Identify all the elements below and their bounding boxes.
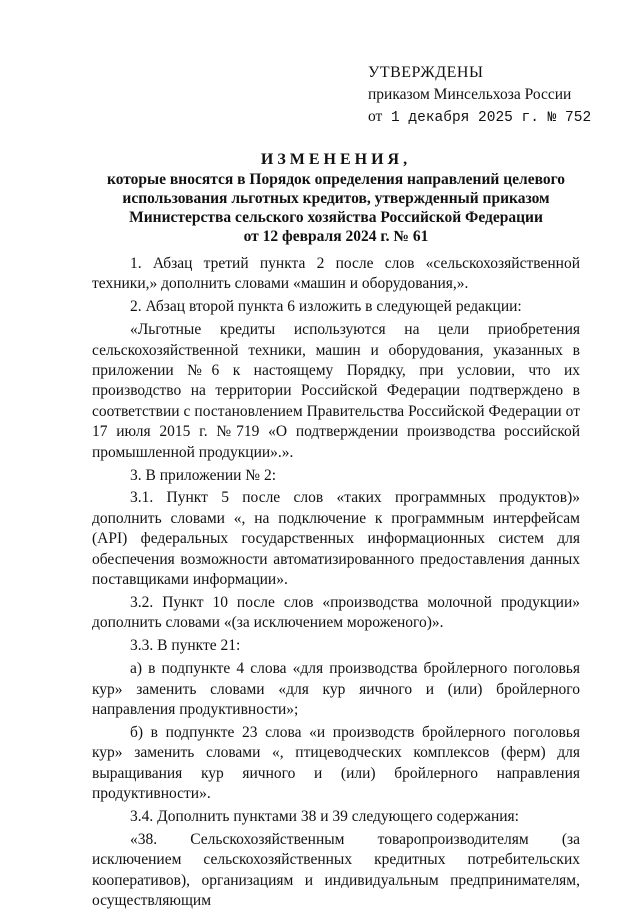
heading-line-1: которые вносятся в Порядок определения направлений целевого xyxy=(106,171,565,188)
heading-line-2: использования льготных кредитов, утвержденный приказом xyxy=(122,190,550,207)
paragraph-4: 3. В приложении № 2: xyxy=(130,466,277,484)
paragraph-2: 2. Абзац второй пункта 6 изложить в следующей редакции: xyxy=(130,298,522,316)
paragraph-8: а) в подпункте 4 слова «для производства бройлерного поголовья кур» заменить словами «для кур яичного и (или) бройлерного направления продуктивности»; xyxy=(92,660,580,719)
paragraph-1: 1. Абзац третий пункта 2 после слов «сельскохозяйственной техники,» дополнить словами «машин и оборудования,». xyxy=(92,255,580,293)
document-body xyxy=(92,254,580,912)
approval-date-prefix: от xyxy=(368,108,383,125)
approval-order: приказом Минсельхоза России xyxy=(368,86,572,103)
heading-title: ИЗМЕНЕНИЯ, xyxy=(260,151,412,168)
paragraph-9: б) в подпункте 23 слова «и производств бройлерного поголовья кур» заменить словами «, птицеводческих комплексов (ферм) для выращивания кур яичного и (или) бройлерного направления продуктивности». xyxy=(92,723,580,803)
paragraph-5: 3.1. Пункт 5 после слов «таких программных продуктов)» дополнить словами «, на подключение к программным интерфейсам (API) федеральных государственных информационных систем для обеспечения возможности автоматизированного предоставления данных поставщиками информации». xyxy=(92,489,580,589)
paragraph-7: 3.3. В пункте 21: xyxy=(130,637,241,655)
paragraph-10: 3.4. Дополнить пунктами 38 и 39 следующего содержания: xyxy=(130,808,519,826)
approval-stamp: УТВЕРЖДЕНЫ xyxy=(368,64,484,81)
paragraph-11: «38. Сельскохозяйственным товаропроизводителям (за исключением сельскохозяйственных кредитных потребительских кооперативов), организациям и индивидуальным предпринимателям, осуществляющим xyxy=(92,830,580,910)
approval-date-line xyxy=(368,106,591,129)
approval-date-number: 1 декабря 2025 г. № 752 xyxy=(382,110,592,126)
approval-block xyxy=(368,62,591,129)
heading-line-4: от 12 февраля 2024 г. № 61 xyxy=(243,228,429,245)
heading-line-3: Министерства сельского хозяйства Российской Федерации xyxy=(129,209,543,226)
paragraph-3: «Льготные кредиты используются на цели приобретения сельскохозяйственной техники, машин и оборудования, указанных в приложении №6 к настоящему Порядку, при условии, что их производство на территории Российской Федерации подтверждено в соответствии с постановлением Правительства Российской Федерации от 17 июля 2015 г. №719 «О подтверждении производства российской промышленной продукции».». xyxy=(92,321,580,461)
document-heading xyxy=(92,150,580,246)
paragraph-6: 3.2. Пункт 10 после слов «производства молочной продукции» дополнить словами «(за исключением мороженого)». xyxy=(92,594,580,632)
